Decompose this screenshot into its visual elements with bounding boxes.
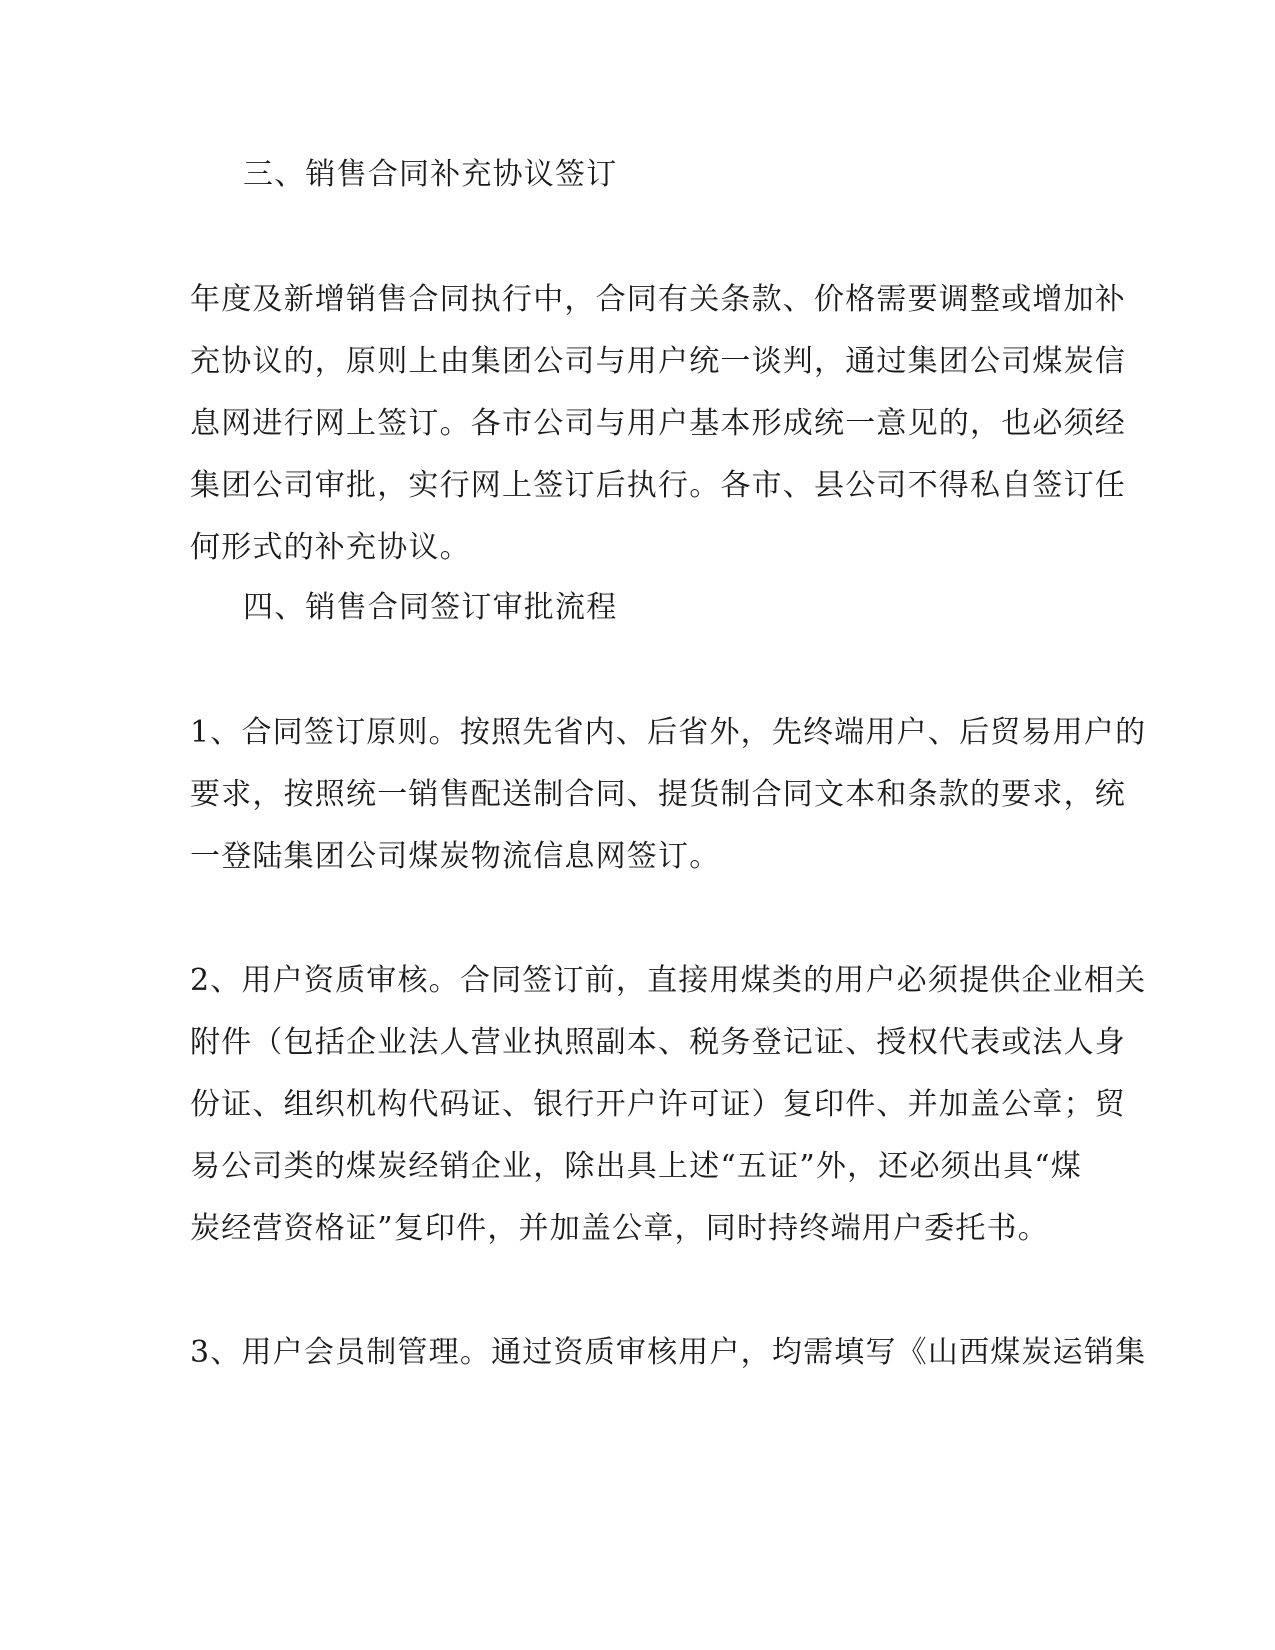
item-2-line: 份证、组织机构代码证、银行开户许可证）复印件、并加盖公章；贸 xyxy=(190,1087,1126,1122)
item-3-line: 3、用户会员制管理。通过资质审核用户，均需填写《山西煤炭运销集 xyxy=(190,1335,1147,1370)
section-3-paragraph-line: 息网进行网上签订。各市公司与用户基本形成统一意见的，也必须经 xyxy=(190,406,1126,441)
item-2-line: 2、用户资质审核。合同签订前，直接用煤类的用户必须提供企业相关 xyxy=(190,963,1147,998)
item-1-line: 要求，按照统一销售配送制合同、提货制合同文本和条款的要求，统 xyxy=(190,777,1126,812)
section-4-heading: 四、销售合同签订审批流程 xyxy=(243,590,618,625)
section-3-paragraph-line: 何形式的补充协议。 xyxy=(190,530,471,565)
section-3-paragraph-line: 充协议的，原则上由集团公司与用户统一谈判，通过集团公司煤炭信 xyxy=(190,344,1126,379)
item-1-line: 一登陆集团公司煤炭物流信息网签订。 xyxy=(190,839,721,874)
item-2-line: 附件（包括企业法人营业执照副本、税务登记证、授权代表或法人身 xyxy=(190,1025,1126,1060)
item-1-line: 1、合同签订原则。按照先省内、后省外，先终端用户、后贸易用户的 xyxy=(190,715,1147,750)
item-2-line: 易公司类的煤炭经销企业，除出具上述“五证”外，还必须出具“煤 xyxy=(190,1149,1083,1184)
section-3-heading: 三、销售合同补充协议签订 xyxy=(243,157,618,192)
section-3-paragraph-line: 年度及新增销售合同执行中，合同有关条款、价格需要调整或增加补 xyxy=(190,282,1126,317)
section-3-paragraph-line: 集团公司审批，实行网上签订后执行。各市、县公司不得私自签订任 xyxy=(190,468,1126,503)
item-2-line: 炭经营资格证”复印件，并加盖公章，同时持终端用户委托书。 xyxy=(190,1211,1049,1246)
